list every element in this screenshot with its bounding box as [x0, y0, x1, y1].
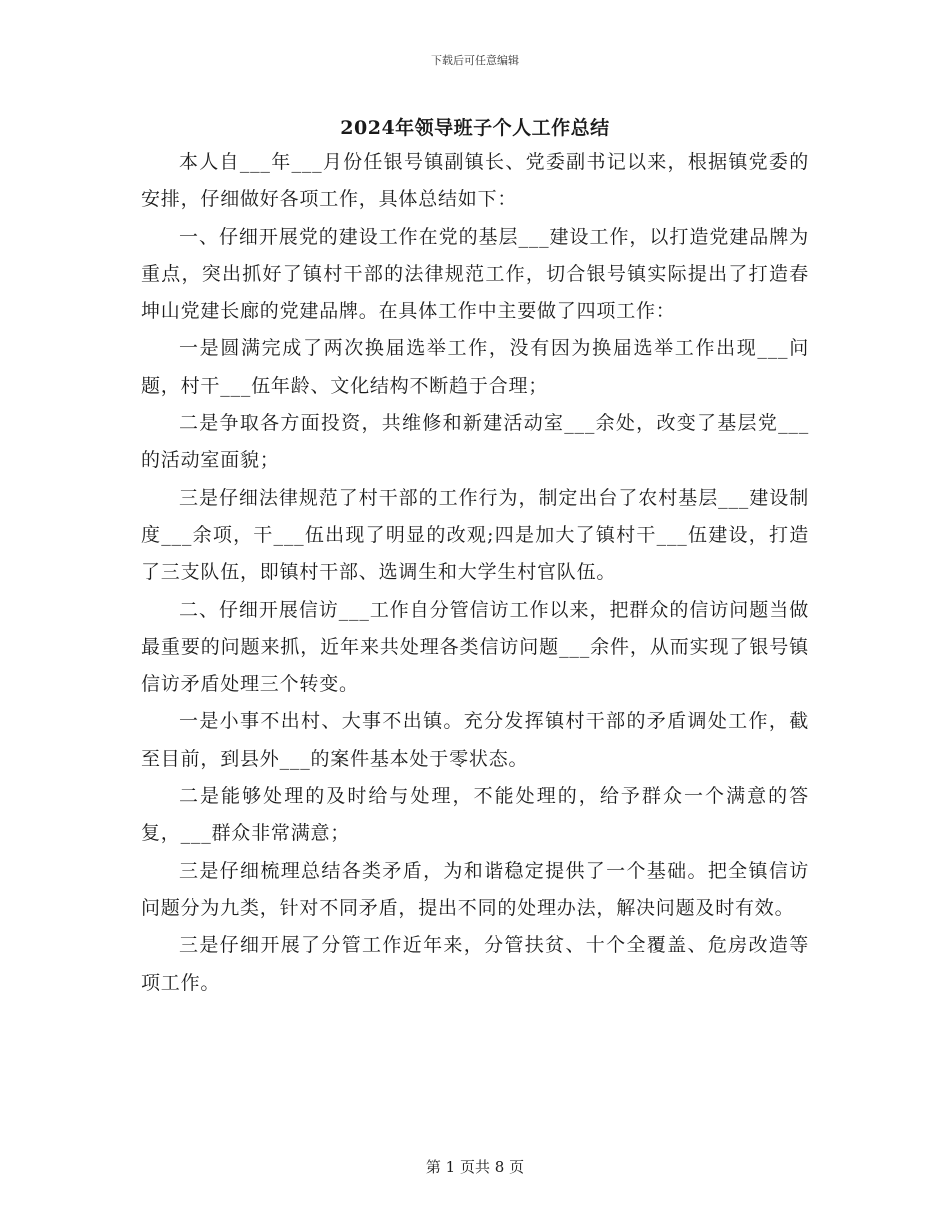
paragraph-item-2-2: 二是能够处理的及时给与处理，不能处理的，给予群众一个满意的答复，___群众非常满意； [141, 785, 809, 845]
document-title: 2024年领导班子个人工作总结 [340, 117, 610, 139]
paragraph-section-3: 三是仔细开展了分管工作近年来，分管扶贫、十个全覆盖、危房改造等项工作。 [141, 934, 809, 994]
paragraph-item-1-2: 二是争取各方面投资，共维修和新建活动室___余处，改变了基层党___的活动室面貌； [141, 412, 809, 472]
paragraph-item-2-3: 三是仔细梳理总结各类矛盾，为和谐稳定提供了一个基础。把全镇信访问题分为九类，针对不同矛盾，提出不同的处理办法，解决问题及时有效。 [141, 859, 809, 919]
paragraph-intro: 本人自___年___月份任银号镇副镇长、党委副书记以来，根据镇党委的安排，仔细做好各项工作，具体总结如下： [141, 151, 809, 211]
paragraph-item-2-1: 一是小事不出村、大事不出镇。充分发挥镇村干部的矛盾调处工作，截至目前，到县外___的案件基本处于零状态。 [141, 710, 809, 770]
page-header-note: 下载后可任意编辑 [431, 54, 519, 67]
paragraph-section-2: 二、仔细开展信访___工作自分管信访工作以来，把群众的信访问题当做最重要的问题来抓，近年来共处理各类信访问题___余件，从而实现了银号镇信访矛盾处理三个转变。 [141, 598, 809, 696]
paragraph-section-1: 一、仔细开展党的建设工作在党的基层___建设工作，以打造党建品牌为重点，突出抓好了镇村干部的法律规范工作，切合银号镇实际提出了打造春坤山党建长廊的党建品牌。在具体工作中主要做了四项工作： [141, 225, 809, 323]
page-number: 第 1 页共 8 页 [425, 1158, 525, 1176]
paragraph-item-1-1: 一是圆满完成了两次换届选举工作，没有因为换届选举工作出现___问题，村干___伍年龄、文化结构不断趋于合理； [141, 337, 809, 397]
paragraph-item-1-3: 三是仔细法律规范了村干部的工作行为，制定出台了农村基层___建设制度___余项，干___伍出现了明显的改观;四是加大了镇村干___伍建设，打造了三支队伍，即镇村干部、选调生和大学生村官队伍。 [141, 486, 809, 584]
document-body [141, 144, 809, 1002]
